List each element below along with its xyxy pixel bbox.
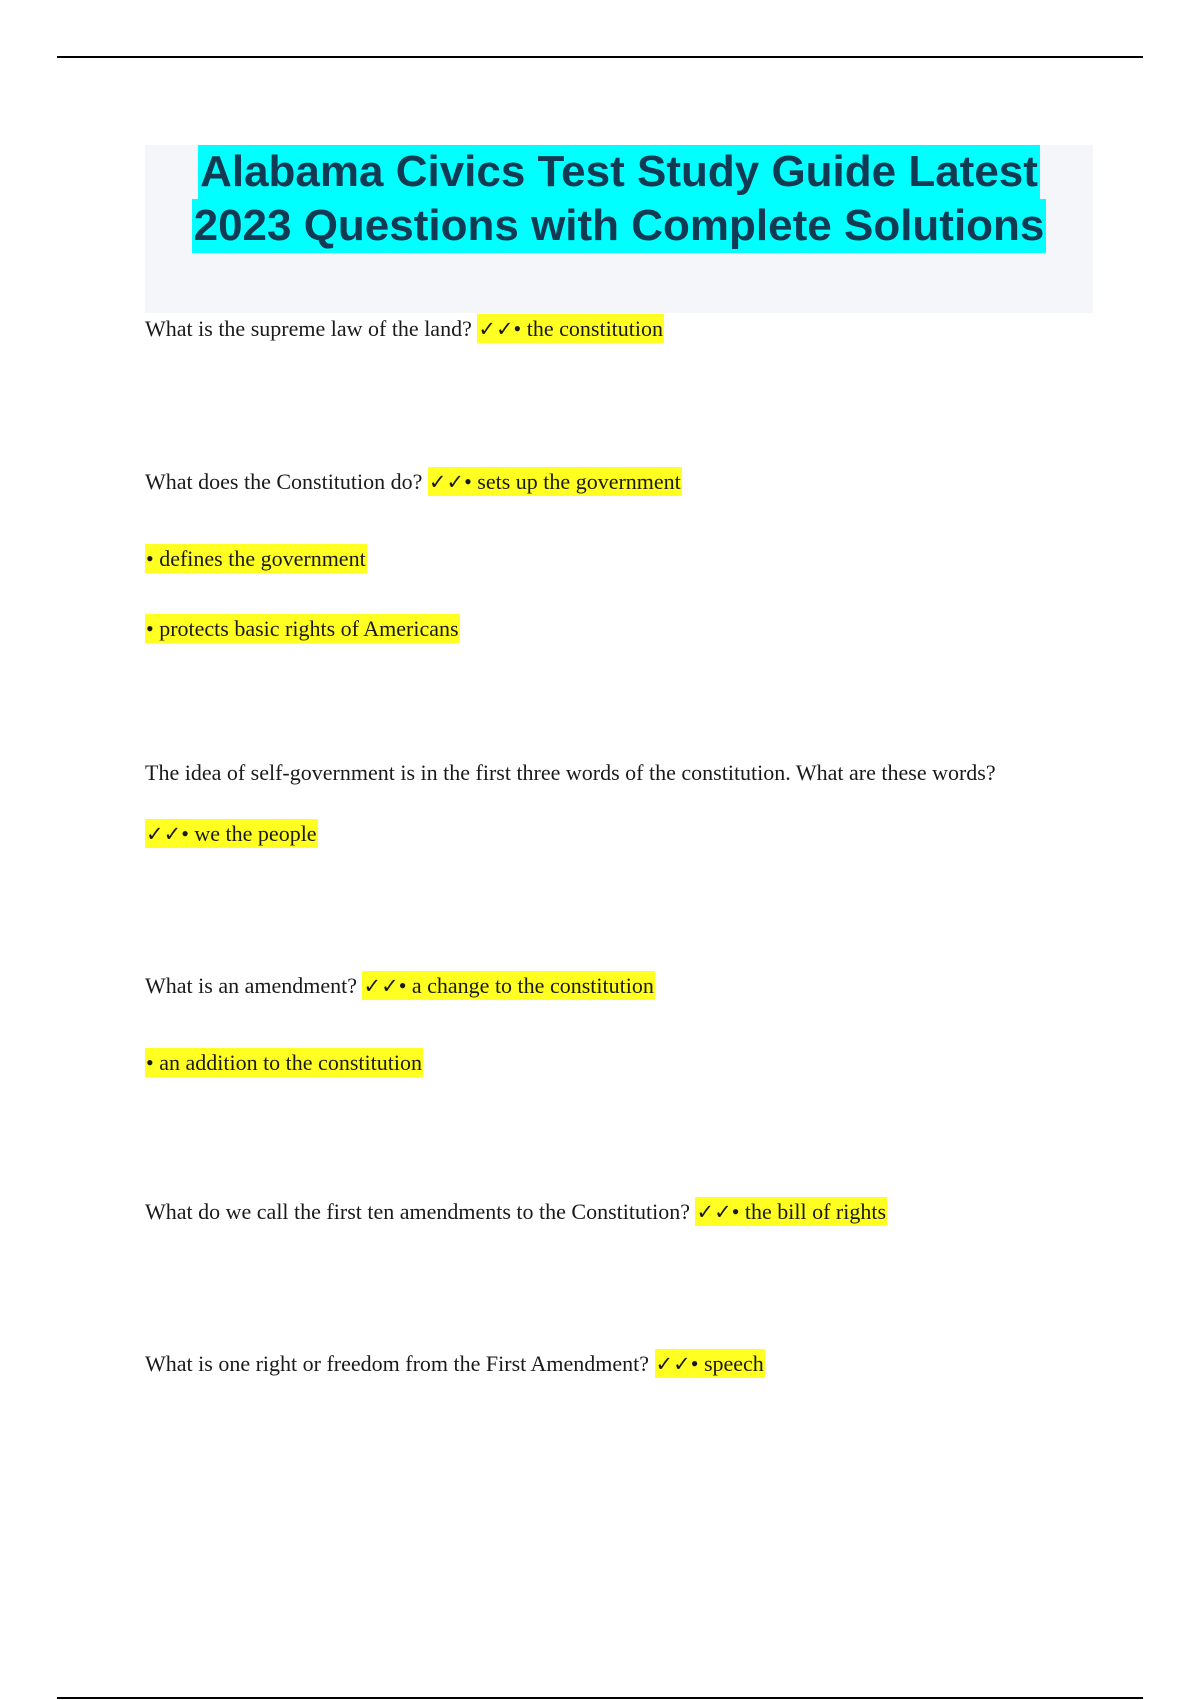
answer-text: • a change to the constitution: [398, 973, 654, 998]
question-text: What does the Constitution do?: [145, 469, 423, 494]
answer-highlight: [145, 819, 318, 848]
qa-item-4-extra: [145, 1047, 423, 1079]
question-text: What do we call the first ten amendments to the Constitution?: [145, 1199, 690, 1224]
question-text: What is the supreme law of the land?: [145, 316, 472, 341]
answer-highlight: [428, 467, 682, 496]
double-check-icon: ✓✓: [428, 470, 465, 494]
double-check-icon: ✓✓: [696, 1200, 732, 1224]
qa-item-1: [145, 313, 664, 345]
answer-text: • an addition to the constitution: [146, 1050, 422, 1075]
answer-highlight: [695, 1197, 887, 1226]
answer-text: • protects basic rights of Americans: [146, 616, 459, 641]
document-title: [145, 145, 1093, 253]
title-line-2: 2023 Questions with Complete Solutions: [192, 199, 1047, 253]
qa-item-5: [145, 1196, 887, 1228]
top-rule: [57, 56, 1143, 58]
question-text: The idea of self-government is in the first three words of the constitution. What are these words?: [145, 760, 996, 785]
answer-highlight: [477, 314, 664, 343]
qa-item-4: [145, 970, 655, 1002]
qa-item-3-answer: [145, 818, 318, 850]
answer-text: • sets up the government: [464, 469, 681, 494]
bottom-rule: [57, 1697, 1143, 1699]
answer-highlight: [362, 971, 654, 1000]
qa-item-2-extra-2: [145, 613, 460, 645]
answer-text: • the constitution: [513, 316, 664, 341]
title-line-1: Alabama Civics Test Study Guide Latest: [198, 145, 1040, 199]
double-check-icon: ✓✓: [146, 822, 182, 846]
answer-highlight: [655, 1349, 765, 1378]
double-check-icon: ✓✓: [363, 974, 399, 998]
qa-item-2-extra-1: [145, 543, 367, 575]
qa-item-2: [145, 466, 682, 498]
qa-item-6: [145, 1348, 765, 1380]
answer-text: • we the people: [181, 821, 317, 846]
answer-text: • defines the government: [146, 546, 366, 571]
double-check-icon: ✓✓: [655, 1352, 691, 1376]
double-check-icon: ✓✓: [478, 317, 514, 341]
qa-item-3: [145, 757, 996, 789]
answer-text: • speech: [690, 1351, 764, 1376]
answer-text: • the bill of rights: [731, 1199, 887, 1224]
question-text: What is one right or freedom from the First Amendment?: [145, 1351, 650, 1376]
question-text: What is an amendment?: [145, 973, 357, 998]
